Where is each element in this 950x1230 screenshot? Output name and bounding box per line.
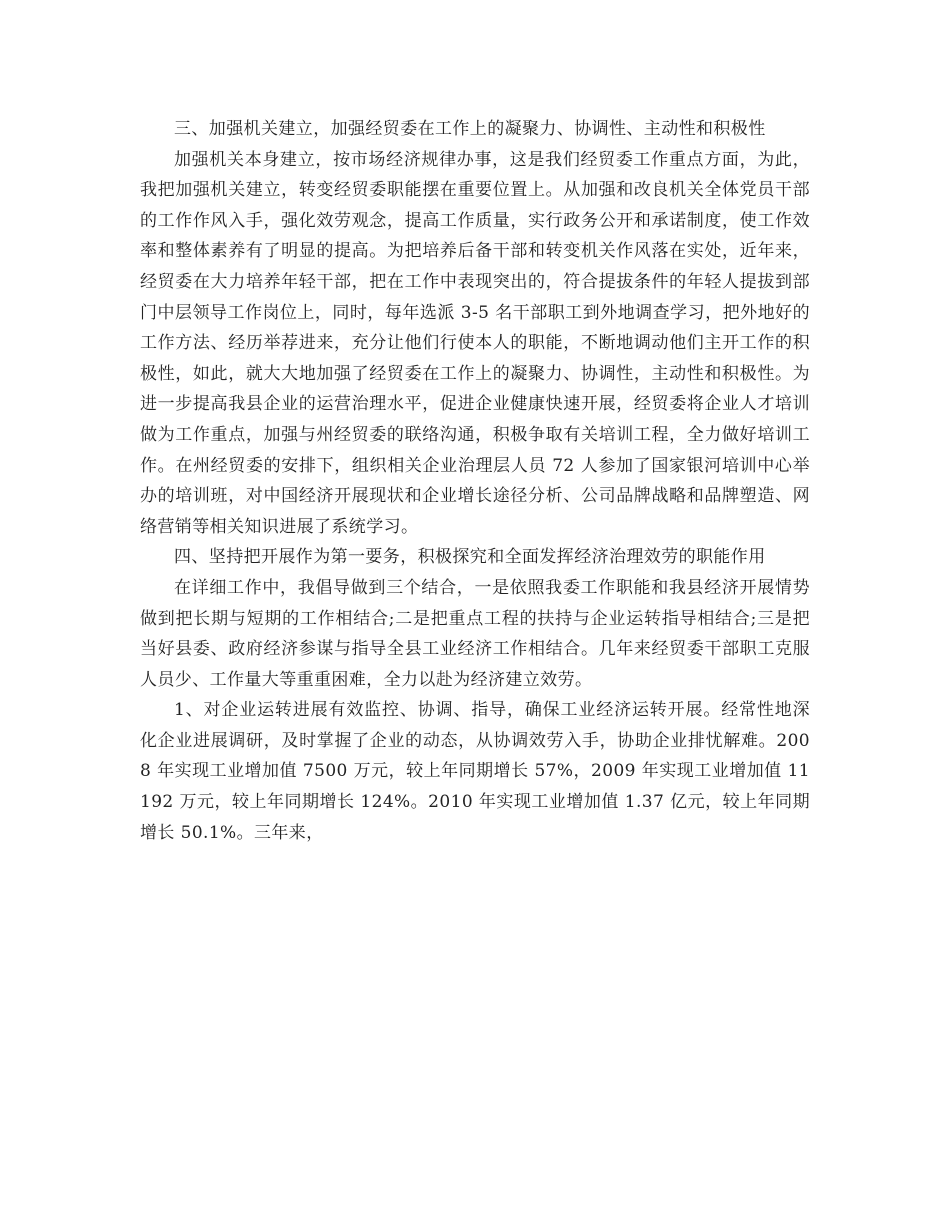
body-paragraph: 在详细工作中，我倡导做到三个结合，一是依照我委工作职能和我县经济开展情势做到把长期与短期的工作相结合;二是把重点工程的扶持与企业运转指导相结合;三是把当好县委、政府经济参谋与指导全县工业经济工作相结合。几年来经贸委干部职工克服人员少、工作量大等重重困难，全力以赴为经济建立效劳。 [140,577,810,690]
body-paragraph: 1、对企业运转进展有效监控、协调、指导，确保工业经济运转开展。经常性地深化企业进展调研，及时掌握了企业的动态，从协调效劳入手，协助企业排忧解难。2008 年实现工业增加值 7500 万元，较上年同期增长 57%，2009 年实现工业增加值 11192 万元，较上年同期增长 124%。2010 年实现工业增加值 1.37 亿元，较上年同期增长 50.1%。三年来， [140,700,810,843]
body-paragraph: 加强机关本身建立，按市场经济规律办事，这是我们经贸委工作重点方面，为此，我把加强机关建立，转变经贸委职能摆在重要位置上。从加强和改良机关全体党员干部的工作作风入手，强化效劳观念，提高工作质量，实行政务公开和承诺制度，使工作效率和整体素养有了明显的提高。为把培养后备干部和转变机关作风落在实处，近年来，经贸委在大力培养年轻干部，把在工作中表现突出的，符合提拔条件的年轻人提拔到部门中层领导工作岗位上，同时，每年选派 3-5 名干部职工到外地调查学习，把外地好的工作方法、经历举荐进来，充分让他们行使本人的职能，不断地调动他们主开工作的积极性，如此，就大大地加强了经贸委在工作上的凝聚力、协调性，主动性和积极性。为进一步提高我县企业的运营治理水平，促进企业健康快速开展，经贸委将企业人才培训做为工作重点，加强与州经贸委的联络沟通，积极争取有关培训工程，全力做好培训工作。在州经贸委的安排下，组织相关企业治理层人员 72 人参加了国家银河培训中心举办的培训班，对中国经济开展现状和企业增长途径分析、公司品牌战略和品牌塑造、网络营销等相关知识进展了系统学习。 [140,149,810,537]
section-heading-3: 三、加强机关建立，加强经贸委在工作上的凝聚力、协调性、主动性和积极性 [174,119,766,139]
section-heading-4: 四、坚持把开展作为第一要务，积极探究和全面发挥经济治理效劳的职能作用 [174,547,766,568]
